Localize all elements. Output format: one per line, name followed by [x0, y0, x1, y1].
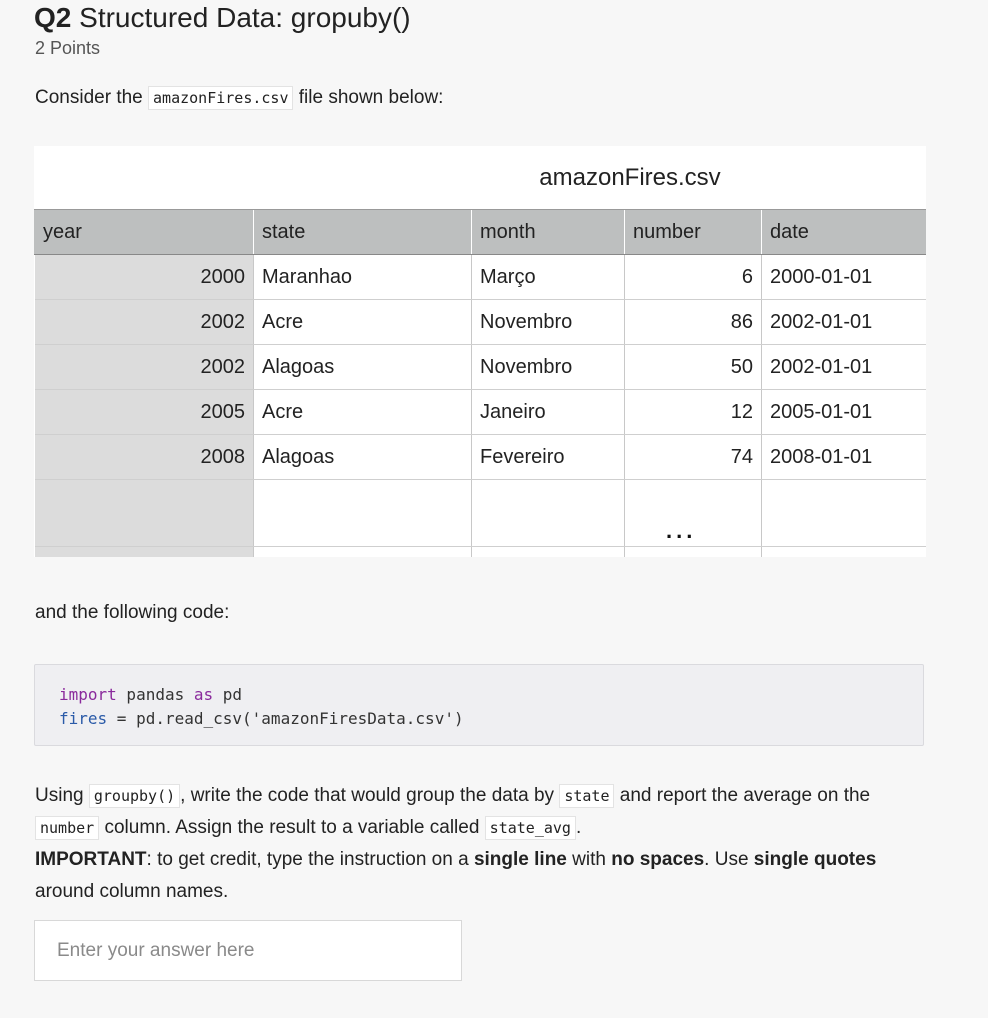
code-statement: = pd.read_csv('amazonFiresData.csv'): [107, 709, 464, 728]
code-block: [34, 664, 924, 746]
cell-number: 86: [625, 300, 762, 345]
cell-month: Março: [472, 255, 625, 300]
column-header-state: state: [254, 210, 472, 255]
table-row: [35, 255, 927, 300]
cell-date: 2005-01-01: [762, 390, 927, 435]
table-row: [35, 300, 927, 345]
inline-code-state: state: [559, 784, 614, 808]
code-intro-text: and the following code:: [35, 602, 230, 623]
instructions-paragraph: [35, 780, 925, 844]
column-header-number: number: [625, 210, 762, 255]
text: . Use: [704, 849, 754, 870]
cell-year: 2002: [35, 345, 254, 390]
cell-date: 2002-01-01: [762, 345, 927, 390]
important-paragraph: [35, 844, 925, 908]
column-header-date: date: [762, 210, 927, 255]
intro-after: file shown below:: [293, 87, 444, 108]
code-keyword-import: import: [59, 685, 117, 704]
table-row: [35, 390, 927, 435]
answer-input[interactable]: [34, 920, 462, 981]
cell-year: 2000: [35, 255, 254, 300]
table-row: [35, 435, 927, 480]
emphasis: single line: [473, 849, 567, 870]
text: .: [575, 817, 582, 838]
cell-state: Maranhao: [254, 255, 472, 300]
cell-date: 2000-01-01: [762, 255, 927, 300]
cell-number: 12: [625, 390, 762, 435]
cell-state: Acre: [254, 390, 472, 435]
table-header-row: [35, 210, 927, 255]
cell-month: Janeiro: [472, 390, 625, 435]
table-row: [35, 345, 927, 390]
cell-state: Acre: [254, 300, 472, 345]
cell-year: 2002: [35, 300, 254, 345]
cell-month: Fevereiro: [472, 435, 625, 480]
cell-month: Novembro: [472, 300, 625, 345]
inline-code-state-avg: state_avg: [485, 816, 576, 840]
table-ellipsis: ...: [666, 518, 697, 543]
intro-text: [35, 85, 443, 111]
code-variable: fires: [59, 709, 108, 728]
csv-table: [34, 209, 926, 557]
cell-date: 2002-01-01: [762, 300, 927, 345]
instructions: [35, 780, 925, 908]
question-title: [34, 2, 411, 34]
emphasis: no spaces: [611, 849, 705, 870]
inline-code-filename: amazonFires.csv: [148, 86, 293, 110]
csv-title: amazonFires.csv: [539, 164, 721, 191]
text: around column names.: [35, 881, 229, 902]
text: column. Assign the result to a variable called: [99, 817, 485, 838]
inline-code-number: number: [35, 816, 99, 840]
text: , write the code that would group the data by: [180, 785, 560, 806]
cell-number: 74: [625, 435, 762, 480]
cell-year: 2008: [35, 435, 254, 480]
table-row-blank: [35, 480, 927, 547]
text: : to get credit, type the instruction on a: [146, 849, 474, 870]
cell-date: 2008-01-01: [762, 435, 927, 480]
emphasis: single quotes: [753, 849, 877, 870]
cell-month: Novembro: [472, 345, 625, 390]
column-header-year: year: [35, 210, 254, 255]
text: Using: [35, 785, 89, 806]
intro-before: Consider the: [35, 87, 149, 108]
question-title-text: Structured Data: gropuby(): [79, 2, 411, 33]
table-row-tail: [35, 547, 927, 558]
cell-year: 2005: [35, 390, 254, 435]
inline-code-groupby: groupby(): [89, 784, 180, 808]
code-alias: pd: [213, 685, 243, 704]
important-label: IMPORTANT: [35, 849, 147, 870]
csv-figure: [34, 146, 926, 557]
text: with: [566, 849, 612, 870]
cell-number: 6: [625, 255, 762, 300]
cell-state: Alagoas: [254, 345, 472, 390]
cell-number: 50: [625, 345, 762, 390]
question-number: Q2: [34, 2, 72, 33]
code-keyword-as: as: [193, 685, 214, 704]
cell-state: Alagoas: [254, 435, 472, 480]
question-points: 2 Points: [35, 38, 101, 58]
code-module: pandas: [116, 685, 194, 704]
column-header-month: month: [472, 210, 625, 255]
text: and report the average on the: [614, 785, 871, 806]
